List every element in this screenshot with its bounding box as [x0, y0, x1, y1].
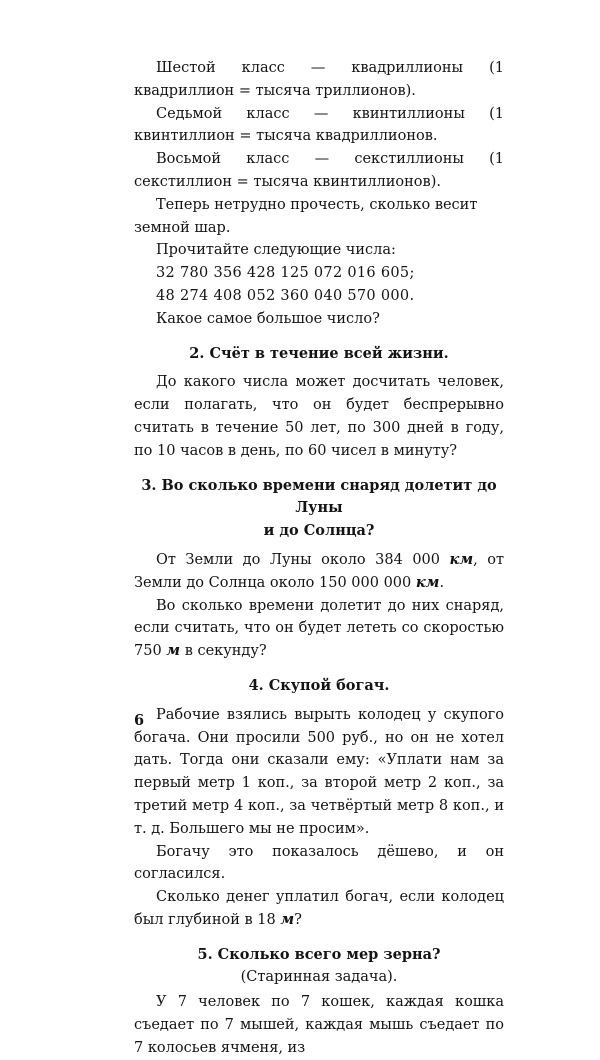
intro-line-read-numbers: Прочитайте следующие числа:	[156, 242, 396, 259]
page-number: 6	[134, 712, 145, 729]
problem-4-paragraph-1: Рабочие взялись вырыть колодец у скупого богача. Они просили 500 руб., но он не хотел дать. Тогда они сказали ему: «Уплати нам за первый метр 1 коп., за второй метр 2 коп., за третий метр 4 коп., за четвёртый метр 8 коп., и т. д. Большего мы не просим».	[134, 706, 504, 837]
problem-3-p1-text-b: , от Земли до Солнца около 150 000 000	[134, 551, 504, 591]
intro-line-earth-weight: Теперь нетрудно прочесть, сколько весит земной шар.	[134, 196, 478, 236]
problem-3-title-line-2: и до Солнца?	[263, 522, 375, 540]
problem-3-p1-unit-1: км	[449, 550, 474, 568]
problem-4-p3-text-b: ?	[294, 911, 302, 928]
problem-3-p2-unit: м	[166, 642, 181, 660]
problem-3-p1-text-a: От Земли до Луны около 384 000	[156, 551, 450, 568]
problem-4-paragraph-3	[134, 886, 504, 932]
problem-3-p2-text-a: Во сколько времени долетит до них снаряд, если считать, что он будет лететь со скоростью 750	[134, 597, 504, 660]
problem-3-paragraph-1	[134, 549, 504, 595]
problem-2-title: 2. Счёт в течение всей жизни.	[189, 344, 449, 362]
intro-line-8th-class: Восьмой класс — секстиллионы (1 секстиллион = тысяча квинтиллионов).	[134, 151, 504, 190]
intro-number-2: 48 274 408 052 360 040 570 000.	[156, 287, 415, 304]
text-column	[134, 57, 504, 1060]
problem-5-title: 5. Сколько всего мер зерна?	[197, 945, 441, 963]
problem-3-title-line-1: 3. Во сколько времени снаряд долетит до Луны	[141, 476, 497, 517]
problem-3-p1-unit-2: км	[415, 573, 440, 591]
problem-3-title	[134, 475, 504, 543]
problem-5-subtitle: (Старинная задача).	[240, 969, 398, 986]
problem-5-text: У 7 человек по 7 кошек, каждая кошка съедает по 7 мышей, каждая мышь съедает по 7 колосьев ячменя, из	[134, 994, 504, 1056]
problem-3-p2-text-b: в секунду?	[180, 643, 267, 660]
intro-question: Какое самое большое число?	[156, 310, 380, 327]
intro-line-6th-class: Шестой класс — квадриллионы (1 квадриллион = тысяча триллионов).	[134, 60, 504, 99]
intro-line-7th-class: Седьмой класс — квинтиллионы (1 квинтиллион = тысяча квадриллионов.	[134, 105, 504, 145]
problem-4-title: 4. Скупой богач.	[248, 676, 390, 694]
problem-4-p3-text-a: Сколько денег уплатил богач, если колодец был глубиной в 18	[134, 889, 504, 928]
problem-2-text: До какого числа может досчитать человек, если полагать, что он будет беспрерывно считать в течение 50 лет, по 300 дней в году, по 10 часов в день, по 60 чисел в минуту?	[134, 374, 504, 459]
problem-3-p1-text-c: .	[439, 574, 445, 591]
problem-4-p3-unit: м	[280, 910, 295, 928]
problem-3-paragraph-2	[134, 595, 504, 663]
problem-4-paragraph-2: Богачу это показалось дёшево, и он согласился.	[134, 843, 504, 883]
intro-number-1: 32 780 356 428 125 072 016 605;	[156, 265, 415, 282]
